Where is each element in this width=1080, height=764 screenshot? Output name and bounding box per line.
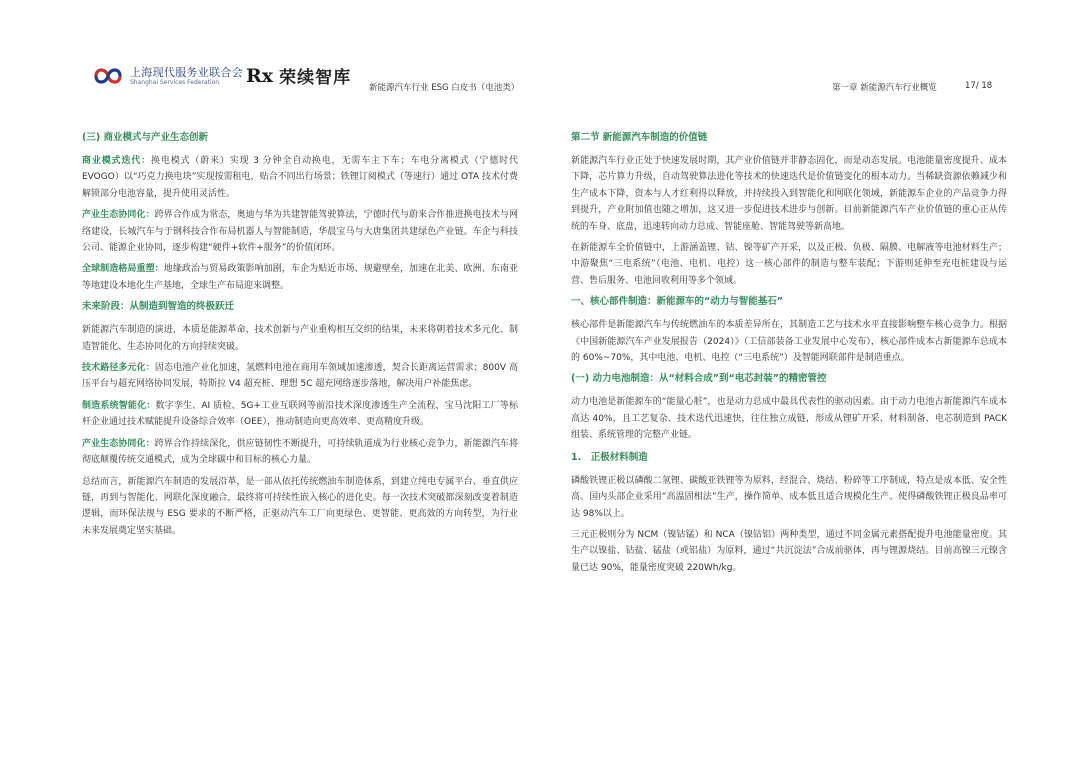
paragraph-text: 数字孪生、AI 质检、5G+工业互联网等前沿技术深度渗透生产全流程，宝马沈阳工厂等标杆企业通过技术赋能提升设备综合效率（OEE），推动制造向更高效率、更高精度升级。 [82,400,518,428]
subsection-heading: 未来阶段：从制造到智造的终极跃迁 [82,301,235,313]
paragraph [82,207,518,256]
paragraph-text: 地缘政治与贸易政策影响加剧，车企为贴近市场、规避壁垒，加速在北美、欧洲、东南亚等地建设本地化生产基地，全球生产布局迎来调整。 [82,264,518,291]
brand-name: 荣续智库 [279,68,352,88]
page-header [0,0,1080,110]
subsection-heading: 一、核心部件制造：新能源车的“动力与智能基石” [571,296,783,308]
paragraph: 磷酸铁锂正极以磷酸二氢锂、碳酸亚铁锂等为原料，经混合、烧结、粉碎等工序制成，特点是成本低、安全性高。国内头部企业采用“高温固相法”生产，操作简单、成本低且适合规模化生产。使得磷酸铁锂正极良品率可达 98%以上。 [571,475,1007,519]
section-heading: 第二节 新能源汽车制造的价值链 [571,132,708,143]
section-heading: (三) 商业模式与产业生态创新 [82,132,208,143]
document-title: 新能源汽车行业 ESG 白皮书（电池类） [369,83,520,93]
paragraph: 新能源汽车行业正处于快速发展时期，其产业价值链并非静态固化，而是动态发展。电池能量密度提升、成本下降，芯片算力升级，自动驾驶算法进化等技术的快速迭代是价值链变化的根本动力。当稀缺资源依赖减少和生产成本下降，资本与人才红利得以释放，并持续投入到智能化和网联化领域，新能源车企业的产品竞争力得到提升，产业附加值也随之增加，这又进一步促进技术进步与创新。目前新能源汽车产业价值链的重心正从传统的车身、底盘，迅速转向动力总成、智能座舱、智能驾驶等新高地。 [571,156,1007,232]
page-number: 17/ 18 [965,81,993,91]
chapter-title: 第一章 新能源汽车行业概览 [832,83,937,93]
paragraph: 在新能源车全价值链中，上游涵盖锂、钴、镍等矿产开采，以及正极、负极、隔膜、电解液等电池材料生产；中游聚焦“三电系统”（电池、电机、电控）这一核心部件的制造与整车装配；下游则延伸至充电桩建设与运营、售后服务、电池回收利用等多个领域。 [571,243,1007,286]
rx-logo-mark: Rx [246,64,274,87]
paragraph: 动力电池是新能源车的“能量心脏”，也是动力总成中最具代表性的驱动因素。由于动力电池占新能源汽车成本高达 40%，且工艺复杂、技术迭代迅速快，往往独立成链，形成从锂矿开采、材料制备、电芯制造到 PACK 组装、系统管理的完整产业链。 [571,397,1007,441]
paragraph [82,436,518,469]
keyword: 技术路径多元化： [82,363,155,374]
left-column [82,130,518,544]
paragraph-text: 换电模式（蔚来）实现 3 分钟全自动换电，无需车主下车；车电分离模式（宁德时代 EVOGO）以“巧克力换电块”实现按需租电，贴合不同出行场景；铁锂订阅模式（等速行）通过 OTA 技术付费解锁部分电池容量，提升使用灵活性。 [82,156,518,199]
org-name-en: Shanghai Services Federation [130,78,220,86]
paragraph-text: 跨界合作成为常态，奥迪与华为共建智能驾驶算法，宁德时代与蔚来合作推进换电技术与网络建设，长城汽车与于钢科技合作布局机器人与智能制造，华晨宝马与大唐集团共建绿色产业链。车企与科技公司、能源企业协同，逐步构建“硬件+软件+服务”的价值闭环。 [82,210,518,254]
paragraph: 总结而言，新能源汽车制造的发展沿革，是一部从依托传统燃油车制造体系，到建立纯电专属平台、垂直供应链，再到与智能化、网联化深度融合，最终将可持续性嵌入核心的进化史。每一次技术突破都深刻改变着制造逻辑，而环保法规与 ESG 要求的不断严格，正驱动汽车工厂向更绿色、更智能、更高效的方向转型，为行业未来发展奠定坚实基础。 [82,476,518,536]
paragraph: 核心部件是新能源汽车与传统燃油车的本质差异所在，其制造工艺与技术水平直接影响整车核心竞争力。根据《中国新能源汽车产业发展报告（2024）》（工信部装备工业发展中心发布），核心部件成本占新能源车总成本的 60%~70%，其中电池、电机、电控（“三电系统”）及智能网联部件是制造重点。 [571,320,1007,364]
paragraph [82,398,518,431]
paragraph-text: 跨界合作持续深化，供应链韧性不断提升，可持续轨道成为行业核心竞争力，新能源汽车将彻底颠覆传统交通模式，成为全球碳中和目标的核心力量。 [82,438,518,466]
keyword: 全球制造格局重塑： [82,264,164,275]
shanghai-services-federation-logo [92,64,243,88]
paragraph-text: 固态电池产业化加速，氢燃料电池在商用车领域加速渗透，契合长距离运营需求；800V 高压平台与超充网络协同发展，特斯拉 V4 超充桩、理想 5C 超充网络逐步落地，解决用户补能焦虑。 [82,363,518,390]
keyword: 商业模式迭代： [82,156,151,166]
paragraph: 三元正极则分为 NCM（镍钴锰）和 NCA（镍钴铝）两种类型，通过不同金属元素搭配提升电池能量密度。其生产以镍盐、钴盐、锰盐（或铝盐）为原料，通过“共沉淀法”合成前驱体，再与锂源烧结。目前高镍三元镍含量已达 90%，能量密度突破 220Wh/kg。 [571,529,1007,573]
paragraph [82,153,518,202]
org-name-cn: 上海现代服务业联合会 [130,65,243,79]
right-column [571,130,1007,581]
paragraph: 新能源汽车制造的演进，本质是能源革命、技术创新与产业重构相互交织的结果，未来将朝着技术多元化、制造智能化、生态协同化的方向持续突破。 [82,325,518,352]
federation-emblem-icon [92,64,124,88]
paragraph [82,261,518,294]
subsection-heading: 1. 正极材料制造 [571,451,648,463]
keyword: 制造系统智能化： [82,400,156,411]
subsection-heading: (一) 动力电池制造：从“材料合成”到“电芯封装”的精密管控 [571,373,827,385]
keyword: 产业生态协同化： [82,210,155,221]
paragraph [82,360,518,393]
keyword: 产业生态协同化： [82,438,155,449]
rongxu-think-tank-logo [246,63,351,88]
